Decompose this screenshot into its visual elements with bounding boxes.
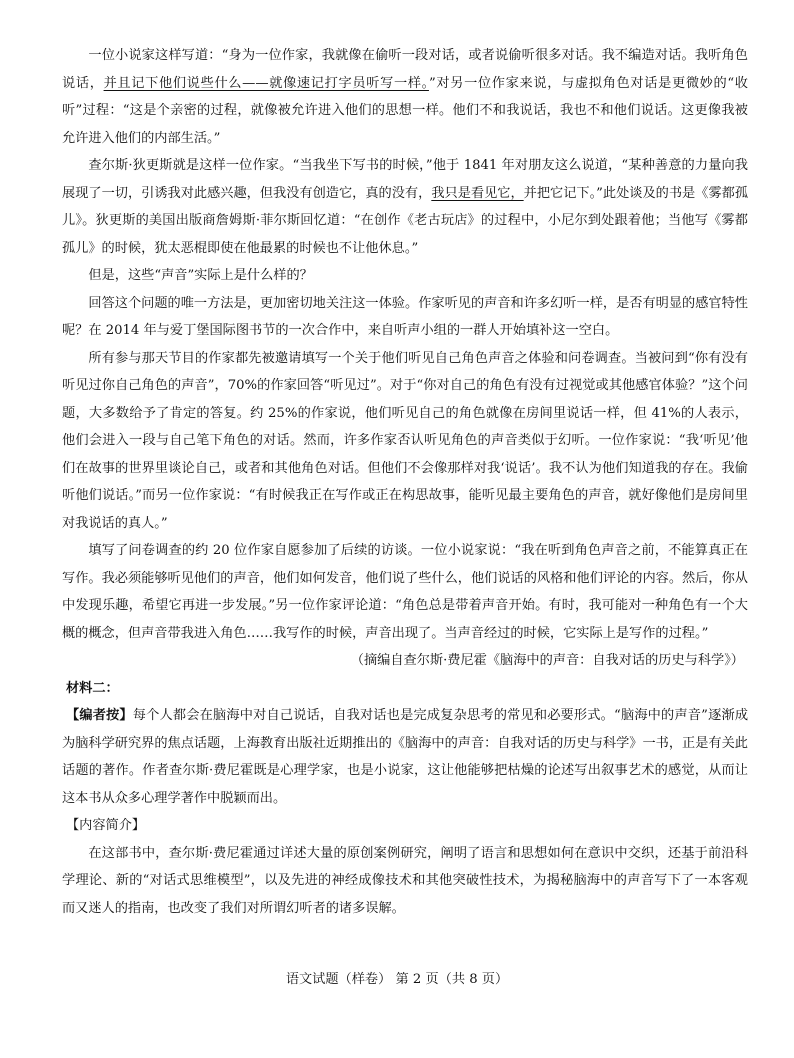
paragraph-interviews: 填写了问卷调查的约 20 位作家自愿参加了后续的访谈。一位小说家说：“我在听到角色声音之前，不能算真正在写作。我必须能够听见他们的声音，他们如何发音，他们说了些什么，他们说话的风格和他们评论的内容。然后，你从中发现乐趣，希望它再进一步发展。”另一位作家评论道：“角色总是带着声音开始。有时，我可能对一种角色有一个大概的概念，但声音带我进入角色……我写作的时候，声音出现了。当声音经过的时候，它实际上是写作的过程。”: [62, 543, 748, 641]
content-intro-text: 在这部书中，查尔斯·费尼霍通过详述大量的原创案例研究，阐明了语言和思想如何在意识中交织，还基于前沿科学理论、新的“对话式思维模型”，以及先进的神经成像技术和其他突破性技术，为揭秘脑海中的声音写下了一本客观而又迷人的指南，也改变了我们对所谓幻听者的诸多误解。: [62, 845, 748, 916]
paragraph-question: 但是，这些“声音”实际上是什么样的？: [88, 268, 313, 283]
editor-note: [62, 702, 748, 812]
editor-note-text: 每个人都会在脑海中对自己说话，自我对话也是完成复杂思考的常见和必要形式。“脑海中的声音”逐渐成为脑科学研究界的焦点话题，上海教育出版社近期推出的《脑海中的声音：自我对话的历史与科学》一书，正是有关此话题的著作。作者查尔斯·费尼霍既是心理学家，也是小说家，这让他能够把枯燥的论述写出叙事艺术的感觉，从而让这本书从众多心理学著作中脱颖而出。: [62, 708, 749, 806]
underlined-sentence-2: 我只是看见它，: [431, 185, 524, 201]
source-citation: （摘编自查尔斯·费尼霍《脑海中的声音：自我对话的历史与科学》）: [350, 653, 744, 668]
material-2-heading: 材料二：: [65, 680, 119, 696]
paragraph-answer-method: 回答这个问题的唯一方法是，更加密切地关注这一体验。作家听见的声音和许多幻听一样，是否有明显的感官特性呢？在 2014 年与爱丁堡国际图书节的一次合作中，来自听声小组的一群人开始填补这一空白。: [62, 295, 748, 338]
paragraph-novelist-quote: 一位小说家这样写道：“身为一位作家，我就像在偷听一段对话，或者说偷听很多对话。我不编造对话。我听角色说话，并且记下他们说些什么——就像速记打字员听写一样。”对另一位作家来说，与虚拟角色对话是更微妙的“收听”过程：“这是个亲密的过程，就像被允许进入他们的思想一样。他们不和我说话，我也不和他们说话。这更像我被允许进入他们的内部生活。”: [62, 48, 748, 146]
editor-note-tag: 【编者按】: [65, 708, 133, 723]
underlined-sentence-1: 并且记下他们说些什么——就像速记打字员听写一样。: [103, 75, 429, 91]
paragraph-survey: 所有参与那天节目的作家都先被邀请填写一个关于他们听见自己角色声音之体验和问卷调查。当被问到“你有没有听见过你自己角色的声音”，70%的作家回答“听见过”。对于“你对自己的角色有没有过视觉或其他感官体验？”这个问题，大多数给予了肯定的答复。约 25%的作家说，他们听见自己的角色就像在房间里说话一样，但 41%的人表示，他们会进入一段与自己笔下角色的对话。然而，许多作家否认听见角色的声音类似于幻听。一位作家说：“我‘听见’他们在故事的世界里谈论自己，或者和其他角色对话。但他们不会像那样对我‘说话’。我不认为他们知道我的存在。我偷听他们说话。”而另一位作家说：“有时候我正在写作或正在构思故事，能听见最主要角色的声音，就好像他们是房间里对我说话的真人。”: [62, 350, 748, 531]
page-footer: 语文试题（样卷） 第 2 页（共 8 页）: [285, 972, 509, 987]
paragraph-dickens: 查尔斯·狄更斯就是这样一位作家。“当我坐下写书的时候，”他于 1841 年对朋友这么说道，“某种善意的力量向我展现了一切，引诱我对此感兴趣，但我没有创造它，真的没有，我只是看见它，并把它记下。”此处谈及的书是《雾都孤儿》。狄更斯的美国出版商詹姆斯·菲尔斯回忆道：“在创作《老古玩店》的过程中，小尼尔到处跟着他；当他写《雾都孤儿》的时候，犹太恶棍即使在他最累的时候也不让他休息。”: [62, 158, 749, 256]
content-intro-tag: 【内容简介】: [65, 818, 146, 833]
